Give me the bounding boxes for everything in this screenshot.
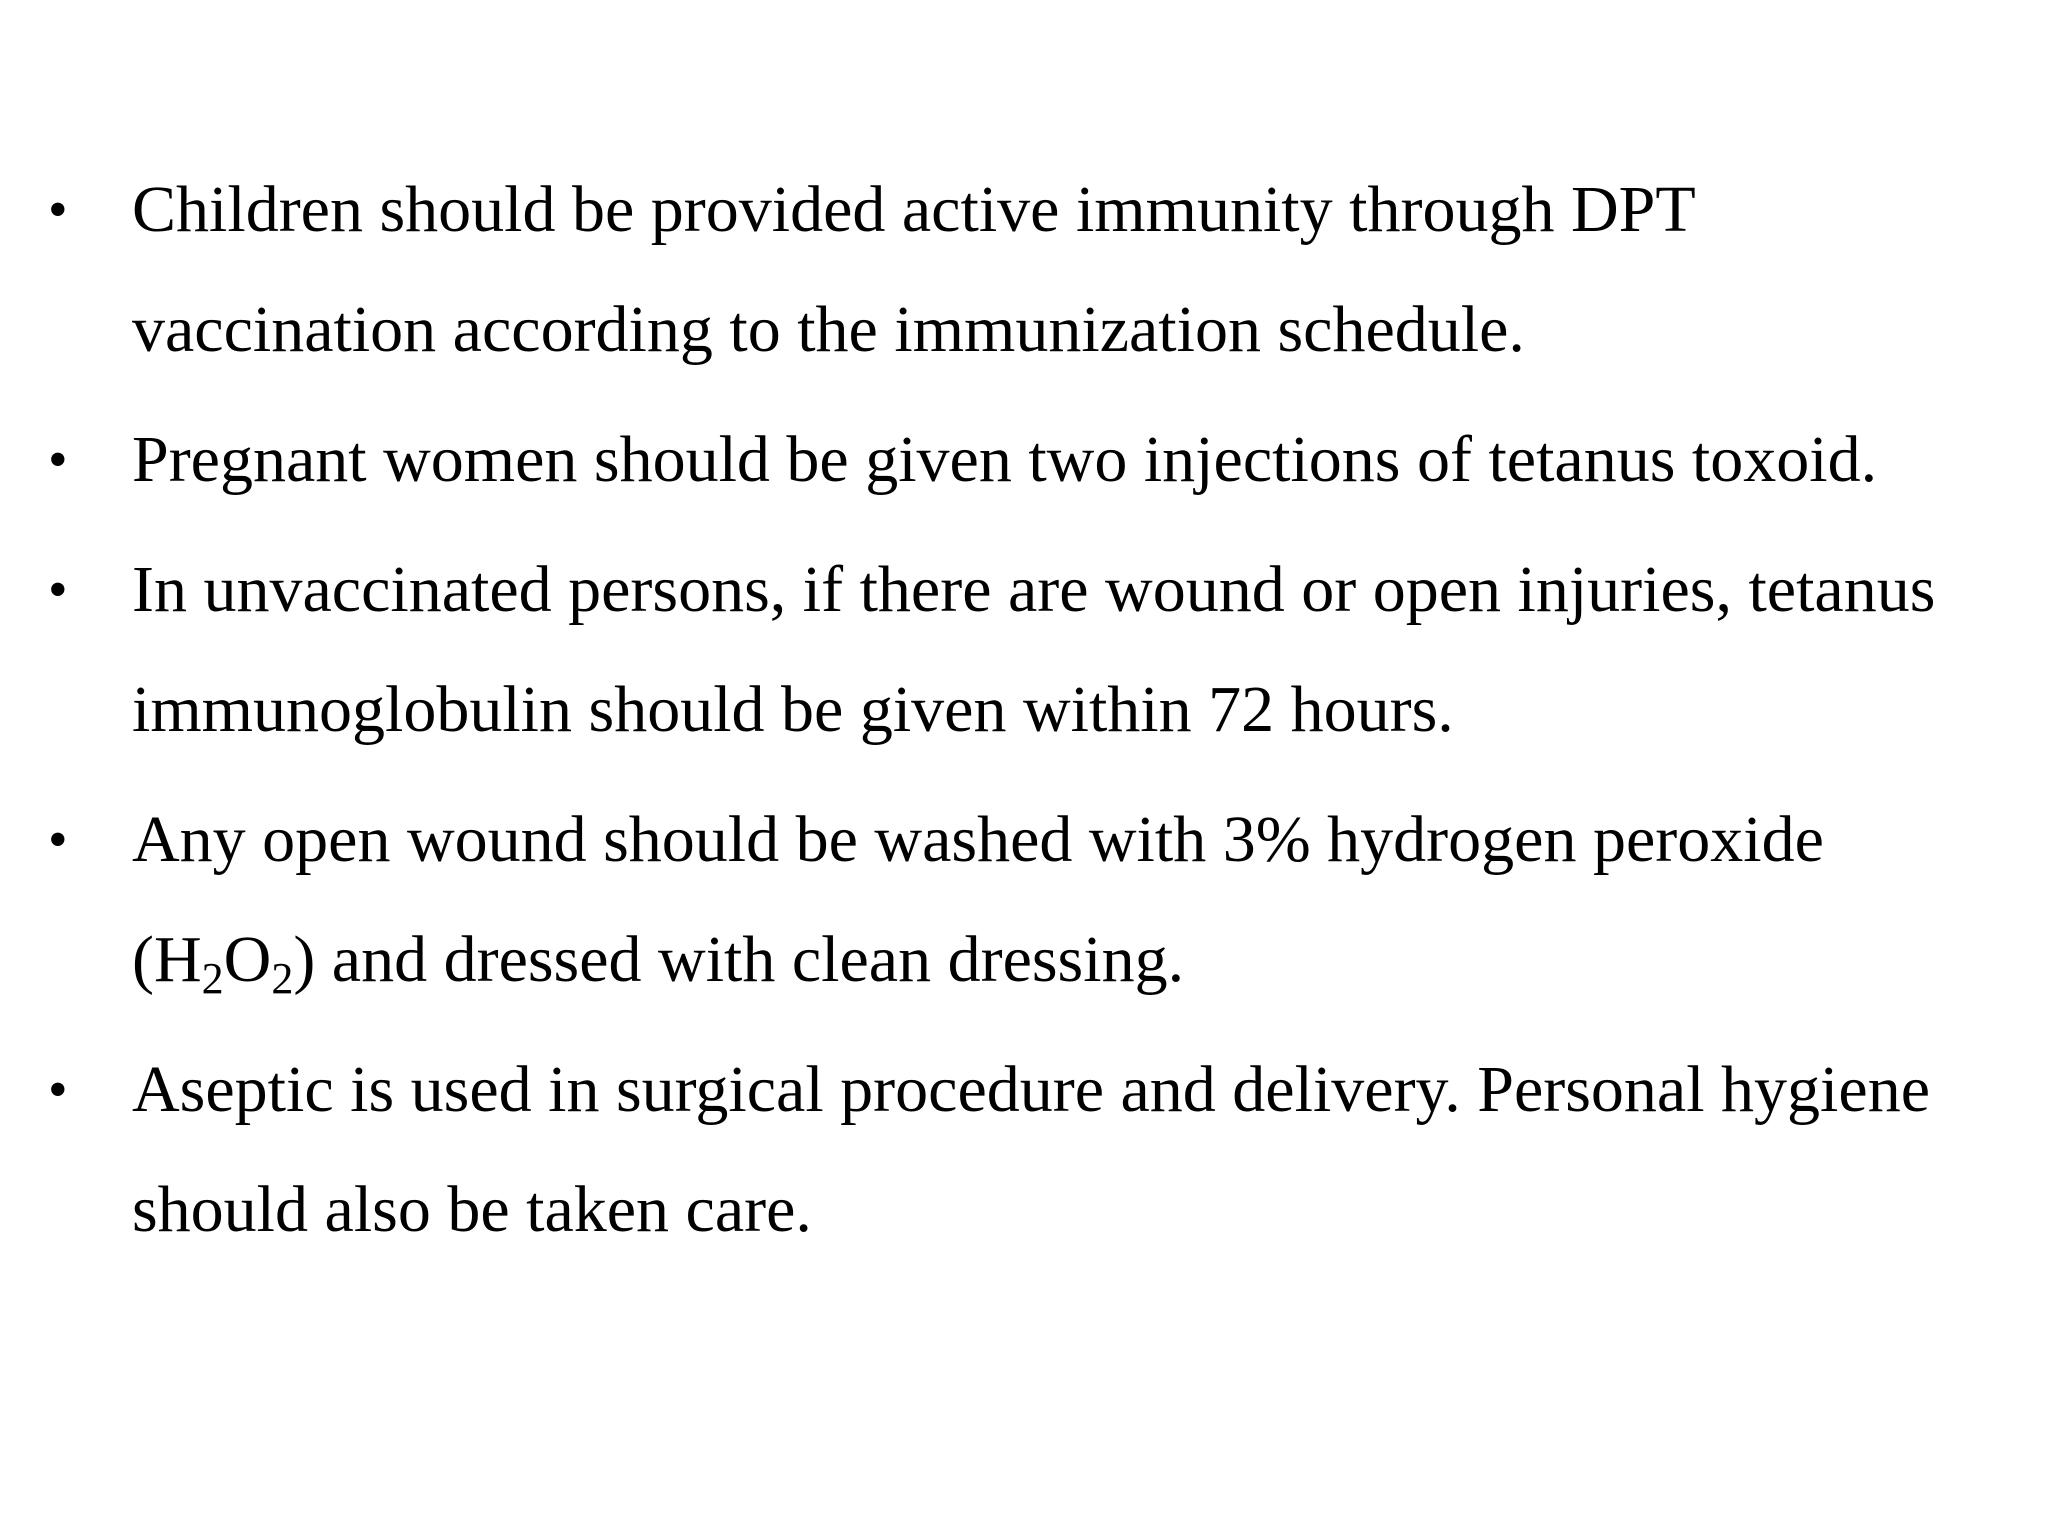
bullet-item-1 xyxy=(48,150,1998,390)
bullet-list xyxy=(48,150,1998,1280)
bullet-dot-icon: • xyxy=(48,809,68,871)
subscript-2-hydrogen: 2 xyxy=(201,954,224,1003)
bullet-text-4-part-3: ) and dressed with clean dressing. xyxy=(293,923,1185,996)
bullet-item-5 xyxy=(48,1030,1998,1270)
bullet-dot-icon: • xyxy=(48,429,68,491)
bullet-text-5: Aseptic is used in surgical procedure and delivery. Personal hygiene should also be taken care. xyxy=(132,1053,1930,1246)
bullet-dot-icon: • xyxy=(48,1059,68,1121)
bullet-text-2: Pregnant women should be given two injections of tetanus toxoid. xyxy=(132,423,1878,496)
bullet-dot-icon: • xyxy=(48,179,68,241)
bullet-item-2 xyxy=(48,400,1998,520)
bullet-text-4-part-2: O xyxy=(223,923,272,996)
bullet-item-3 xyxy=(48,530,1998,770)
bullet-text-3: In unvaccinated persons, if there are wound or open injuries, tetanus immunoglobulin should be given within 72 hours. xyxy=(132,553,1936,746)
bullet-text-4-part-1: Any open wound should be washed with 3% hydrogen peroxide (H xyxy=(132,803,1824,996)
bullet-item-4 xyxy=(48,780,1998,1020)
bullet-dot-icon: • xyxy=(48,559,68,621)
bullet-text-4 xyxy=(132,780,1998,1020)
subscript-2-oxygen: 2 xyxy=(271,954,294,1003)
bullet-text-1: Children should be provided active immunity through DPT vaccination according to the immunization schedule. xyxy=(132,173,1695,366)
